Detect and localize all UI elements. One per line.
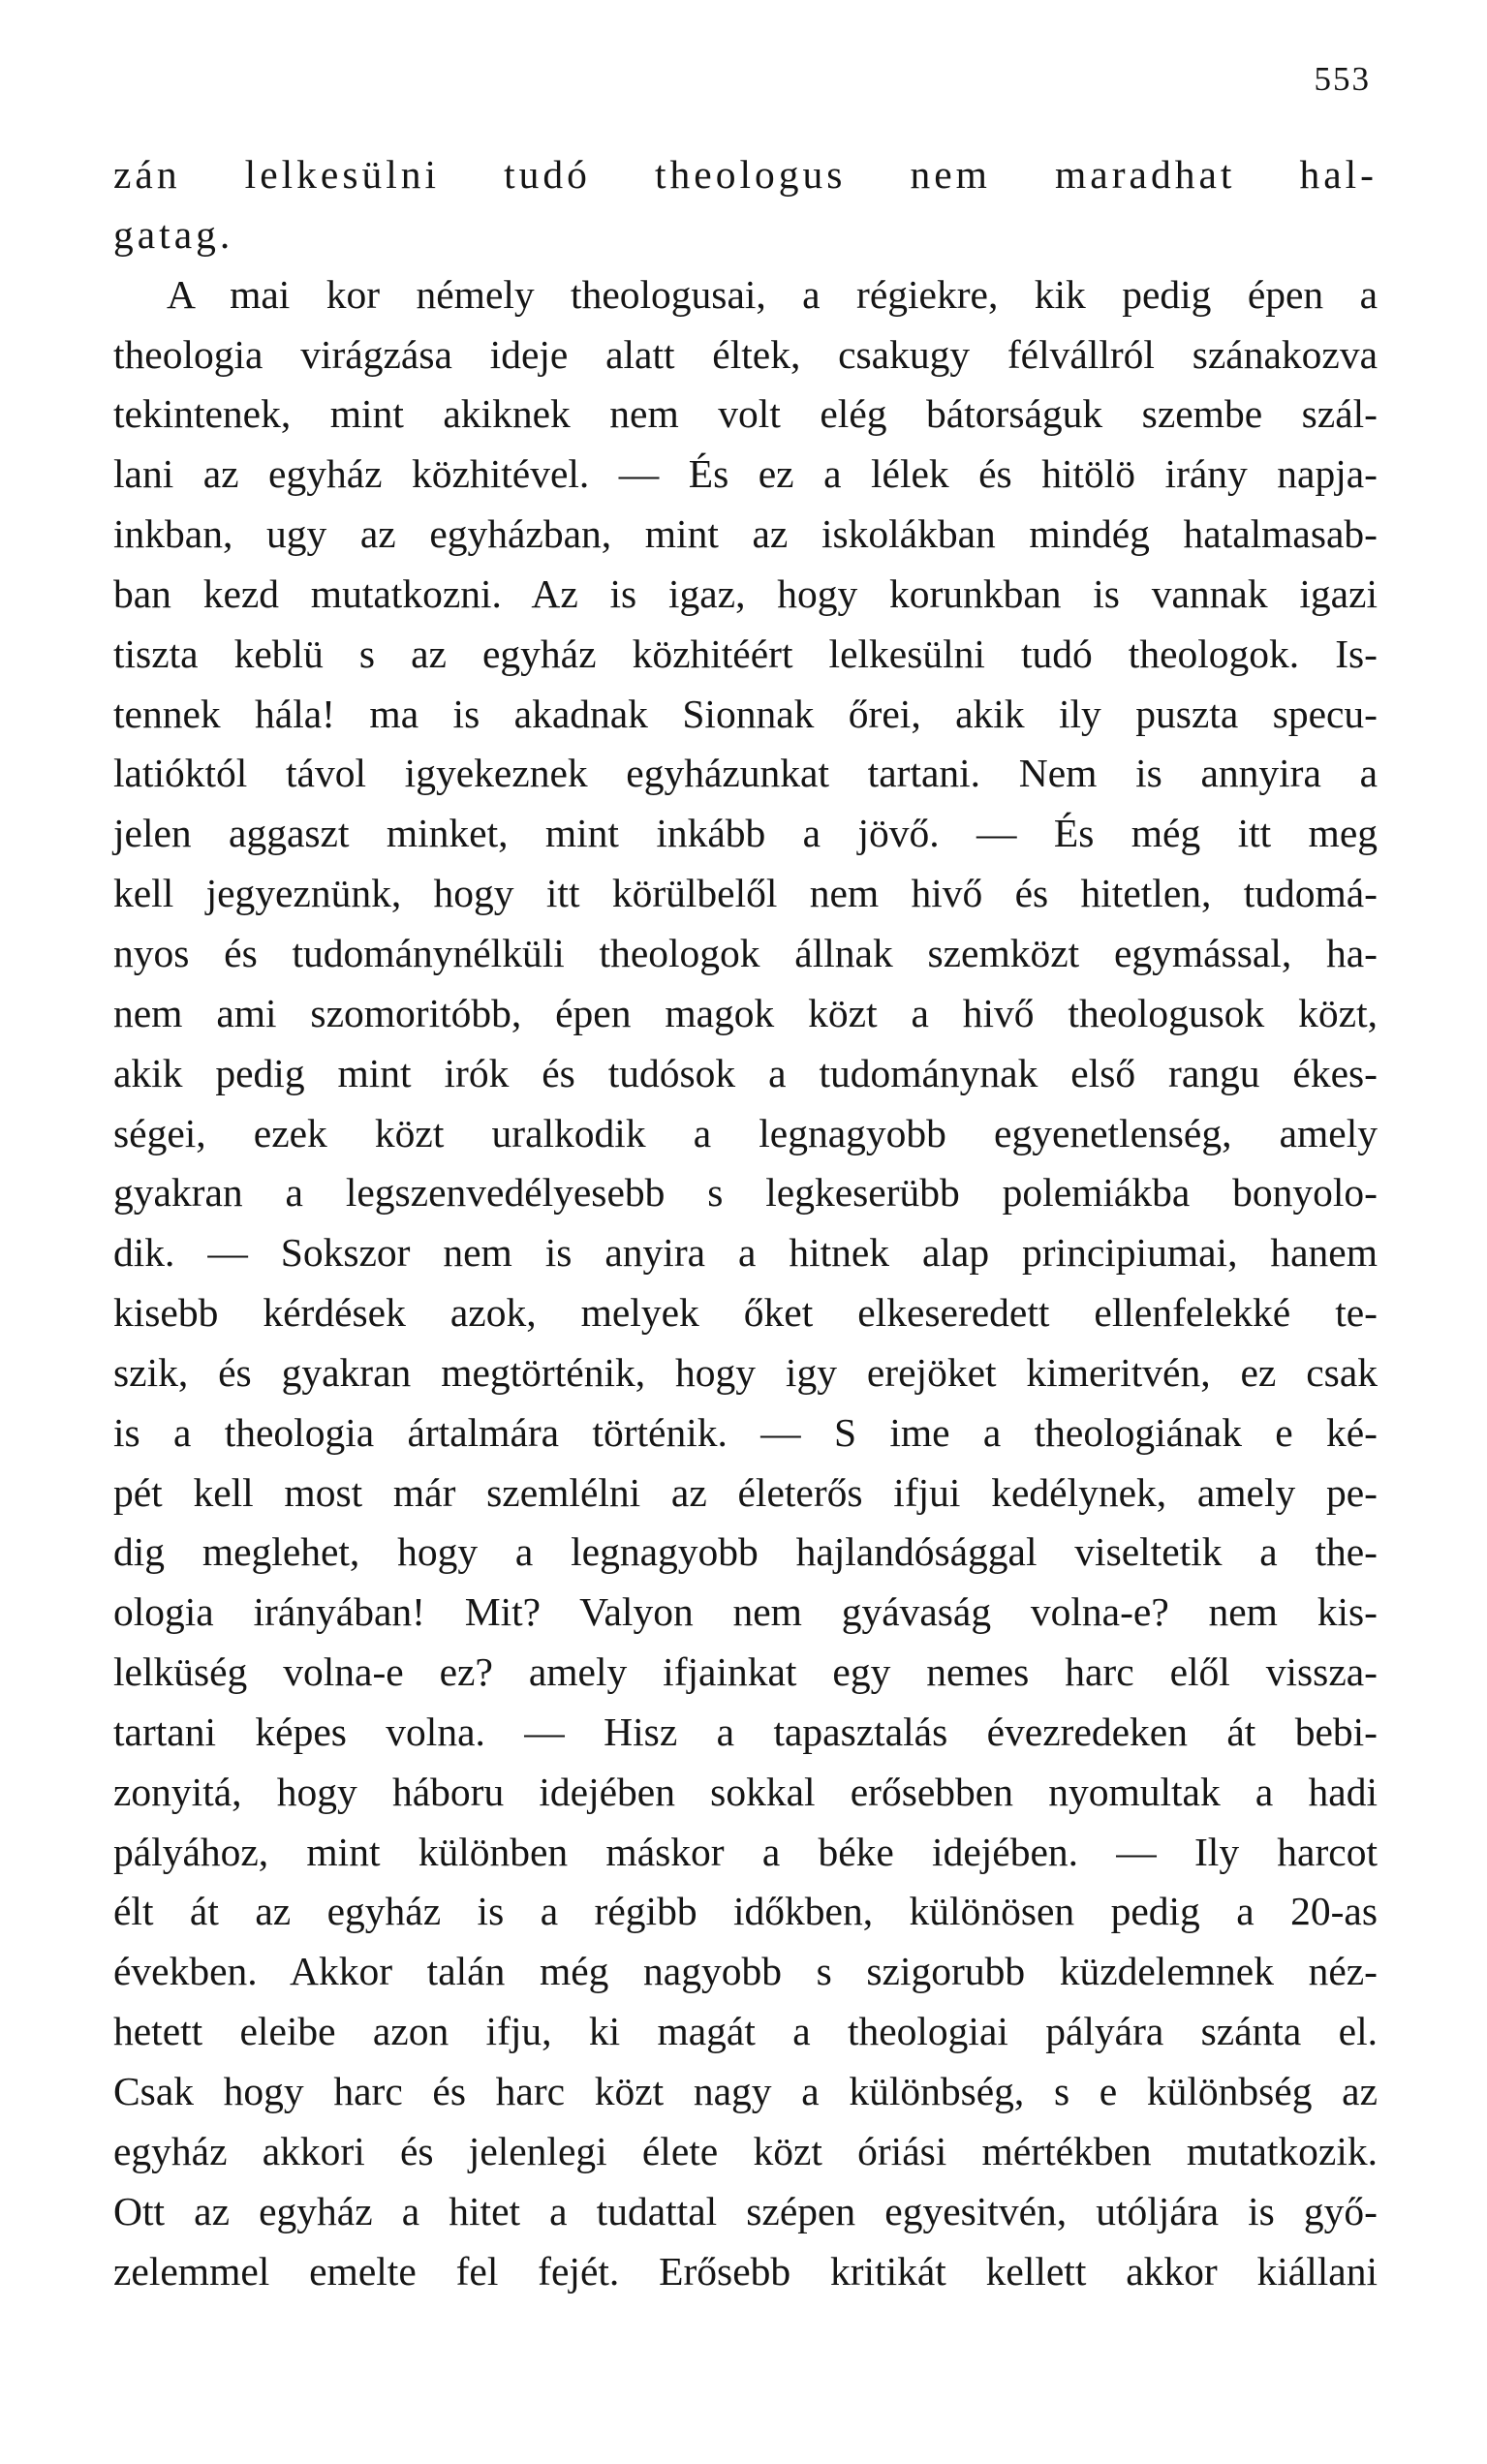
text-line: lani az egyház közhitével. — És ez a lélek és hitölö irány napja- xyxy=(113,451,1378,497)
text-line: nem ami szomoritóbb, épen magok közt a hivő theologusok közt, xyxy=(113,990,1378,1035)
text-line: zonyitá, hogy háboru idejében sokkal erősebben nyomultak a hadi xyxy=(113,1769,1378,1814)
text-line: zelemmel emelte fel fejét. Erősebb kritikát kellett akkor kiállani xyxy=(113,2248,1378,2294)
text-line: lelküség volna-e ez? amely ifjainkat egy nemes harc elől vissza- xyxy=(113,1649,1378,1695)
text-line: években. Akkor talán még nagyobb s szigorubb küzdelemnek néz- xyxy=(113,1949,1378,1994)
text-line: ségei, ezek közt uralkodik a legnagyobb egyenetlenség, amely xyxy=(113,1110,1378,1155)
text-line: kell jegyeznünk, hogy itt körülbelől nem hivő és hitetlen, tudomá- xyxy=(113,871,1378,916)
text-line: ban kezd mutatkozni. Az is igaz, hogy korunkban is vannak igazi xyxy=(113,570,1378,616)
text-line: tiszta keblü s az egyház közhitéért lelkesülni tudó theologok. Is- xyxy=(113,631,1378,676)
text-line: dik. — Sokszor nem is anyira a hitnek alap principiumai, hanem xyxy=(113,1230,1378,1276)
page-number: 553 xyxy=(1314,60,1371,98)
text-line: Csak hogy harc és harc közt nagy a különbség, s e különbség az xyxy=(113,2069,1378,2113)
text-line: gyakran a legszenvedélyesebb s legkeserübb polemiákba bonyolo- xyxy=(113,1170,1378,1216)
text-line: tekintenek, mint akiknek nem volt elég bátorságuk szembe szál- xyxy=(113,391,1378,437)
text-line: tartani képes volna. — Hisz a tapasztalás évezredeken át bebi- xyxy=(113,1709,1378,1754)
text-line: jelen aggaszt minket, mint inkább a jövő. — És még itt meg xyxy=(113,811,1378,856)
text-line: ologia irányában! Mit? Valyon nem gyávaság volna-e? nem kis- xyxy=(113,1589,1378,1635)
text-line: theologia virágzása ideje alatt éltek, csakugy félvállról szánakozva xyxy=(113,331,1378,377)
text-line: inkban, ugy az egyházban, mint az iskolákban mindég hatalmasab- xyxy=(113,511,1378,557)
text-line: pét kell most már szemlélni az életerős ifjui kedélynek, amely pe- xyxy=(113,1469,1378,1515)
text-line: pályához, mint különben máskor a béke idejében. — Ily harcot xyxy=(113,1829,1378,1874)
text-line: A mai kor némely theologusai, a régiekre, kik pedig épen a xyxy=(167,271,1378,317)
text-line: nyos és tudománynélküli theologok állnak szemközt egymással, ha- xyxy=(113,930,1378,975)
text-line: is a theologia ártalmára történik. — S ime a theologiának e ké- xyxy=(113,1409,1378,1455)
body-text xyxy=(113,145,1378,2301)
text-line: zán lelkesülni tudó theologus nem maradhat hal- xyxy=(113,152,1378,197)
text-line: tennek hála! ma is akadnak Sionnak őrei, akik ily puszta specu- xyxy=(113,691,1378,736)
text-line: akik pedig mint irók és tudósok a tudománynak első rangu ékes- xyxy=(113,1050,1378,1095)
text-line: egyház akkori és jelenlegi élete közt óriási mértékben mutatkozik. xyxy=(113,2128,1378,2173)
text-line: Ott az egyház a hitet a tudattal szépen egyesitvén, utóljára is győ- xyxy=(113,2188,1378,2233)
text-line: dig meglehet, hogy a legnagyobb hajlandósággal viseltetik a the- xyxy=(113,1529,1378,1575)
text-line: hetett eleibe azon ifju, ki magát a theologiai pályára szánta el. xyxy=(113,2009,1378,2054)
text-line: szik, és gyakran megtörténik, hogy igy erejöket kimeritvén, ez csak xyxy=(113,1349,1378,1395)
text-line: kisebb kérdések azok, melyek őket elkeseredett ellenfelekké te- xyxy=(113,1290,1378,1336)
text-line: gatag. xyxy=(113,211,234,257)
text-line: latióktól távol igyekeznek egyházunkat tartani. Nem is annyira a xyxy=(113,751,1378,796)
text-line: élt át az egyház is a régibb időkben, különösen pedig a 20-as xyxy=(113,1889,1378,1934)
